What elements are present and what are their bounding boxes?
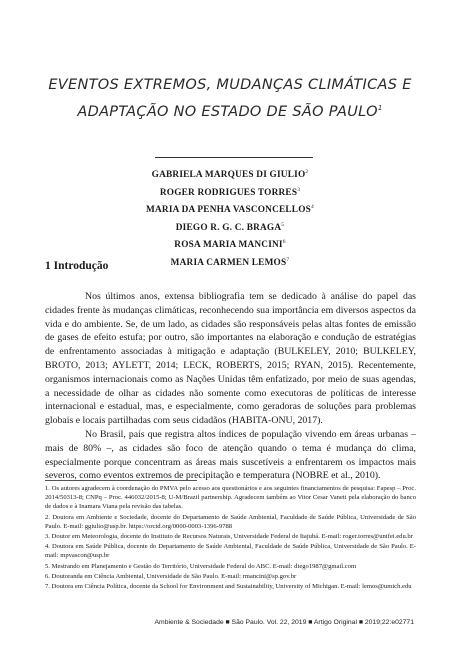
footnote: 2. Doutora em Ambiente e Sociedade, docente do Departamento de Saúde Ambiental, Faculdade de Saúde Pública, Universidade de São Paulo. E-mail: ggiulio@usp.br. https://orcid.org/0000-0003-1396-9788 [45, 513, 416, 530]
author [40, 200, 420, 218]
author-footnote-marker: 7 [286, 256, 290, 263]
body-text [45, 290, 416, 483]
footer-separator: ■ [358, 619, 365, 626]
footnote: 1. Os autores agradecem à coordenação do PMVA pelo acesso aos questionários e aos seguintes financiamentos de pesquisa: Fapesp – Proc. 2014/50313-8; CNPq – Proc. 446032/2015-8; U-M/Brazil partnership. Agradecem também ao Vitor Cesar Vaneti pela elaboração do banco de dados e à Inamara Viana pela revisão das tabelas. [45, 485, 416, 511]
footnotes [45, 484, 416, 592]
paragraph: No Brasil, país que registra altos índices de população vivendo em áreas urbanas – mais de 80% –, as cidades são foco de atenção quando o tema é mudança do clima, especialmente porque concentram as áreas mais suscetíveis a enfrentarem os impactos mais severos, como eventos extremos de precipitação e temperatura (NOBRE et al., 2010). [45, 428, 416, 482]
footer-journal: Ambiente & Sociedade [154, 619, 224, 626]
article-title [40, 74, 420, 124]
author-name: DIEGO R. G. C. BRAGA [175, 222, 282, 233]
title-divider [155, 157, 313, 158]
author-name: ROSA MARIA MANCINI [174, 240, 283, 251]
author-name: GABRIELA MARQUES DI GIULIO [151, 170, 306, 181]
footnote: 3. Doutor em Meteorologia, docente do Instituto de Recursos Naturais, Universidade Federal de Itajubá. E-mail: roger.torres@unifei.edu.br [45, 533, 413, 541]
author [40, 165, 420, 183]
author-name: MARIA CARMEN LEMOS [170, 257, 287, 268]
author-footnote-marker: 6 [282, 239, 286, 245]
title-footnote-marker: 1 [377, 104, 383, 112]
author-name: ROGER RODRIGUES TORRES [159, 187, 298, 198]
author [40, 183, 420, 201]
author [40, 235, 420, 253]
title-line-1: EVENTOS EXTREMOS, MUDANÇAS CLIMÁTICAS E [48, 77, 412, 93]
footnote: 4. Doutora em Saúde Pública, docente do Departamento de Saúde Ambiental, Faculdade de Saúde Pública, Universidade de São Paulo. E-mail: mpvascon@usp.br [45, 543, 416, 560]
footnote: 5. Mestrando em Planejamento e Gestão do Território, Universidade Federal do ABC. E-mail: diego1987@gmail.com [45, 562, 357, 570]
author [40, 218, 420, 236]
paragraph: Nos últimos anos, extensa bibliografia tem se dedicado à análise do papel das cidades frente às mudanças climáticas, reconhecendo sua importância em diversos aspectos da vida e do ambiente. Se, de um lado, as cidades são responsáveis pelas altas fontes de emissão de gases de efeito estufa; por outro, são importantes na elaboração e condução de estratégias de enfrentamento associadas à mitigação e adaptação (BULKELEY, 2010; BULKELEY, BROTO, 2013; AYLETT, 2014; LECK, ROBERTS, 2015; RYAN, 2015). Recentemente, organismos internacionais como as Nações Unidas têm enfatizado, por meio de suas agendas, a necessidade de olhar as cidades não somente como executoras de políticas de interesse internacional e estadual, mas, e especialmente, como geradoras de soluções para problemas globais e locais partilhadas com seus cidadãos (HABITA-ONU, 2017). [45, 291, 416, 427]
author-list [40, 165, 420, 270]
title-line-2-text: ADAPTAÇÃO NO ESTADO DE SÃO PAULO [77, 103, 378, 120]
page-footer [40, 619, 414, 626]
section-heading: 1 Introdução [45, 260, 109, 272]
footer-reference: 2019;22:e02771 [364, 619, 414, 626]
footnote-separator [45, 480, 197, 481]
author-footnote-marker: 3 [297, 186, 301, 193]
footer-volume: São Paulo. Vol. 22, 2019 [231, 619, 307, 626]
author-footnote-marker: 2 [305, 169, 309, 175]
title-line-2 [40, 97, 420, 124]
author-name: MARIA DA PENHA VASCONCELLOS [146, 205, 311, 216]
author-footnote-marker: 4 [311, 204, 314, 210]
footnote: 7. Doutora em Ciência Política, docente da School for Environment and Sustainability, University of Michigan. E-mail: lemos@umich.edu [45, 583, 412, 591]
footer-separator: ■ [308, 619, 314, 626]
author-footnote-marker: 5 [281, 221, 285, 228]
footer-article-type: Artigo Original [313, 619, 357, 626]
footnote: 6. Doutoranda em Ciência Ambiental, Universidade de São Paulo. E-mail: rmancini@sp.gov.br [45, 572, 297, 580]
footer-separator: ■ [225, 619, 232, 626]
